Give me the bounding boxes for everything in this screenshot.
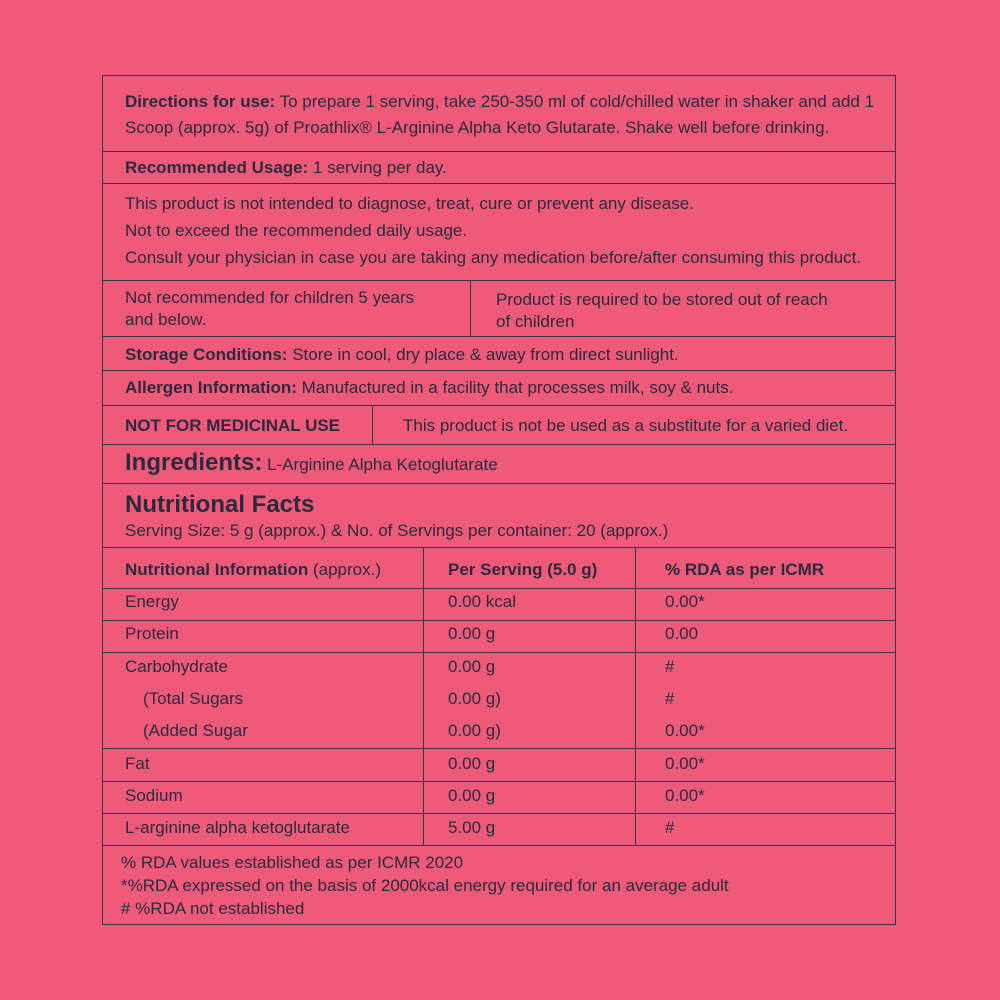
table-row-per: 5.00 g	[448, 818, 496, 837]
table-row-per: 0.00 g	[448, 786, 496, 805]
children-left-line1: Not recommended for children 5 years	[125, 288, 415, 307]
table-row-per: 0.00 g)	[448, 721, 501, 740]
medicinal-section	[103, 406, 895, 445]
directions-line1: To prepare 1 serving, take 250-350 ml of cold/chilled water in shaker and add 1	[279, 92, 875, 111]
children-right-line1: Product is required to be stored out of reach	[496, 290, 828, 309]
table-row-name: (Total Sugars	[143, 689, 244, 708]
storage-section	[103, 337, 895, 371]
medicinal-label: NOT FOR MEDICINAL USE	[125, 416, 341, 435]
disclaimer-line2: Not to exceed the recommended daily usage.	[125, 221, 468, 240]
children-left-line2: and below.	[125, 310, 207, 329]
label-panel	[102, 75, 896, 925]
col2-header: Per Serving (5.0 g)	[448, 560, 598, 579]
table-row-name: L-arginine alpha ketoglutarate	[125, 818, 350, 837]
nutrition-header-section	[103, 484, 895, 548]
footnote: *%RDA expressed on the basis of 2000kcal energy required for an average adult	[121, 876, 729, 895]
nutrition-title: Nutritional Facts	[125, 491, 315, 518]
ingredients-label: Ingredients:	[125, 449, 263, 476]
table-row-per: 0.00 g)	[448, 689, 501, 708]
table-row-rda: #	[665, 689, 675, 708]
disclaimer-section	[103, 184, 895, 281]
ingredients-text: L-Arginine Alpha Ketoglutarate	[267, 455, 498, 474]
table-row-name: (Added Sugar	[143, 721, 248, 740]
ingredients-section	[103, 445, 895, 484]
table-row-name: Carbohydrate	[125, 657, 229, 676]
medicinal-text: This product is not be used as a substitute for a varied diet.	[403, 416, 849, 435]
footnote: % RDA values established as per ICMR 2020	[121, 853, 464, 872]
directions-label: Directions for use:	[125, 92, 276, 111]
table-row-rda: 0.00*	[665, 592, 705, 611]
children-right-line2: of children	[496, 312, 575, 331]
children-section	[103, 281, 895, 337]
storage-label: Storage Conditions:	[125, 345, 288, 364]
footnote: # %RDA not established	[121, 899, 305, 918]
table-row-rda: 0.00*	[665, 754, 705, 773]
table-row-per: 0.00 g	[448, 624, 496, 643]
directions-section	[103, 76, 895, 152]
table-row-name: Energy	[125, 592, 179, 611]
footnotes-section	[103, 846, 895, 924]
table-row-name: Fat	[125, 754, 150, 773]
recommended-text: 1 serving per day.	[313, 158, 447, 177]
table-row-rda: #	[665, 657, 675, 676]
table-row-per: 0.00 g	[448, 657, 496, 676]
allergen-label: Allergen Information:	[125, 378, 297, 397]
disclaimer-line3: Consult your physician in case you are taking any medication before/after consuming this product.	[125, 248, 862, 267]
table-row-rda: 0.00	[665, 624, 699, 643]
recommended-section	[103, 152, 895, 184]
col3-header: % RDA as per ICMR	[665, 560, 825, 579]
nutrition-table	[103, 548, 895, 846]
storage-text: Store in cool, dry place & away from direct sunlight.	[292, 345, 679, 364]
table-row-name: Protein	[125, 624, 179, 643]
col1-header-suffix: (approx.)	[312, 560, 381, 579]
disclaimer-line1: This product is not intended to diagnose, treat, cure or prevent any disease.	[125, 194, 694, 213]
nutrition-serving: Serving Size: 5 g (approx.) & No. of Servings per container: 20 (approx.)	[125, 521, 669, 540]
table-row-rda: 0.00*	[665, 721, 705, 740]
table-row-rda: #	[665, 818, 675, 837]
allergen-text: Manufactured in a facility that processes milk, soy & nuts.	[301, 378, 734, 397]
col1-header: Nutritional Information	[125, 560, 309, 579]
directions-line2: Scoop (approx. 5g) of Proathlix® L-Arginine Alpha Keto Glutarate. Shake well before drinking.	[125, 118, 830, 137]
allergen-section	[103, 371, 895, 406]
table-row-name: Sodium	[125, 786, 183, 805]
table-row-rda: 0.00*	[665, 786, 705, 805]
recommended-label: Recommended Usage:	[125, 158, 309, 177]
table-row-per: 0.00 kcal	[448, 592, 517, 611]
table-row-per: 0.00 g	[448, 754, 496, 773]
